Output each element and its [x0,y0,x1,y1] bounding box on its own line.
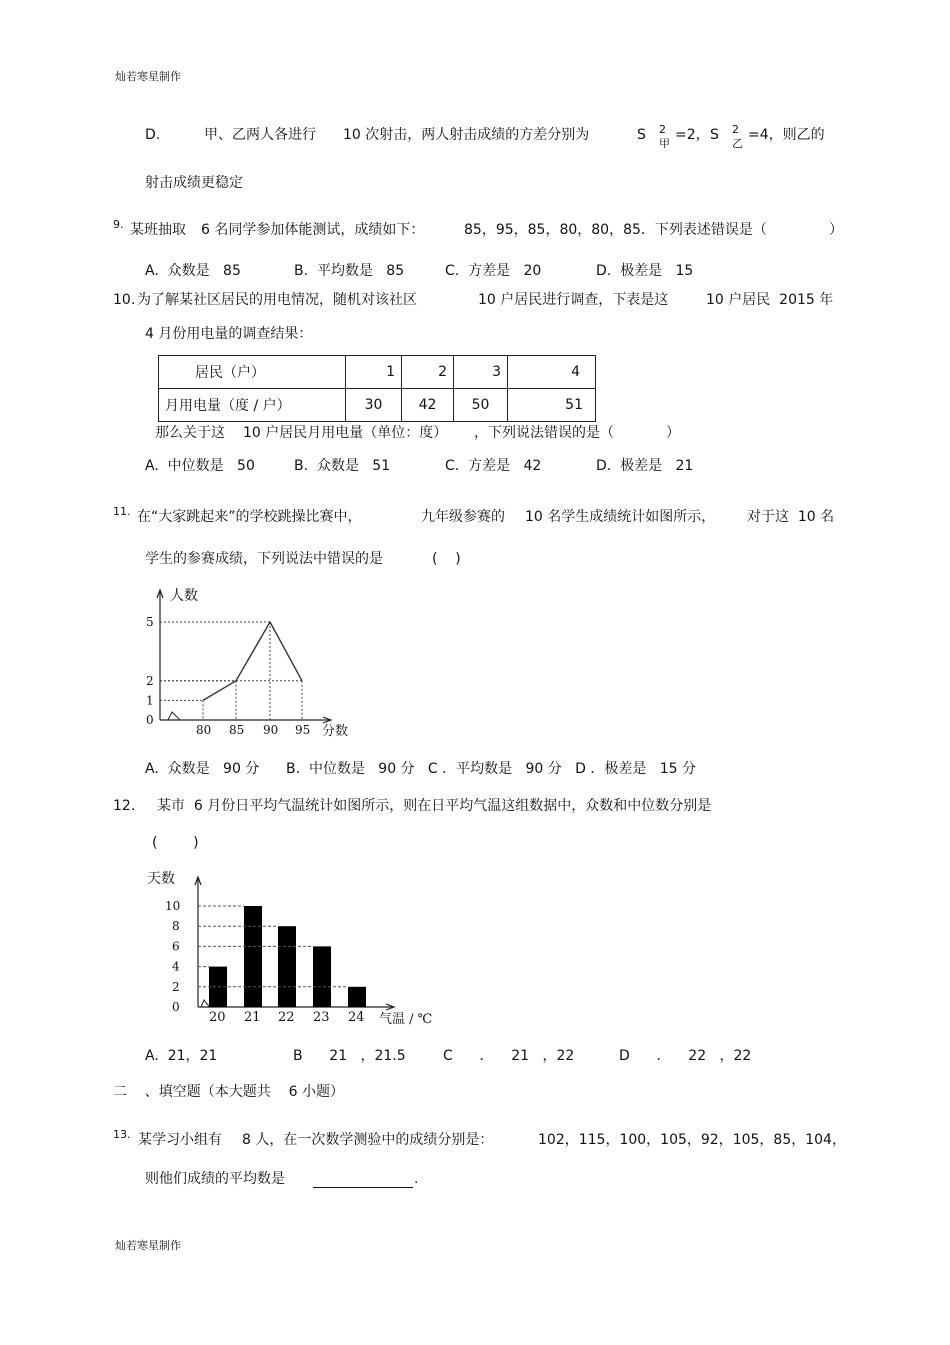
q13-number: 13. [113,1128,131,1141]
q10-text-b: 10 户居民进行调查，下表是这 [478,292,669,308]
variance-2-value: =4，则乙的 [748,127,825,143]
x-axis-label: 分数 [322,724,349,739]
variance-1-value: =2， [675,127,710,143]
q10-number: 10. [113,292,136,308]
q13-text-c: 102，115，100，105，92，105，85，104， [538,1132,846,1148]
table-cell: 4 [508,356,596,389]
y-tick-label: 10 [165,899,181,913]
q9-option-c: C. 方差是 20 [445,263,542,279]
variance-1-superscript: 2 [659,123,666,136]
q9-text-d: ） [829,222,843,238]
q10-option-c: C. 方差是 42 [445,458,542,474]
q13-text-a: 某学习小组有 [138,1132,222,1148]
table-cell: 51 [508,389,596,422]
y-tick-label: 5 [146,615,154,629]
bar [244,906,262,1007]
table-row [159,356,596,389]
q9-option-b: B. 平均数是 85 [294,263,405,279]
x-tick-label: 95 [295,723,311,737]
page-footer: 灿若寒星制作 [115,1239,181,1252]
q9-text-b: 6 名同学参加体能测试，成绩如下： [201,222,425,238]
q10-line2: 4 月份用电量的调查结果： [145,326,313,342]
q11-line2: 学生的参赛成绩，下列说法中错误的是 [145,551,383,567]
q8-option-d-line2: 射击成绩更稳定 [145,175,243,191]
q8-option-d-text-b: 10 次射击，两人射击成绩的方差分别为 [343,127,590,143]
q11-text-c: 10 名学生成绩统计如图所示， [525,509,716,525]
q11-options: A. 众数是 90 分 B. 中位数是 90 分 C ．平均数是 90 分 D ．极差是 15 分 [145,761,696,777]
x-axis-label: 气温 / ℃ [379,1012,433,1027]
q9-text-c: 85，95，85，80，80，85．下列表述错误是（ [464,222,767,238]
q11-text-b: 九年级参赛的 [421,509,505,525]
q12-option-d: D ． 22 ，22 [619,1048,752,1064]
q10-option-a: A. 中位数是 50 [145,458,255,474]
y-tick-label: 8 [172,919,180,934]
x-tick-label: 85 [229,723,245,737]
q11-text-a: 在“大家跳起来”的学校跳操比赛中， [137,509,362,525]
q9-option-a: A. 众数是 85 [145,263,241,279]
table-cell: 42 [402,389,454,422]
table-cell: 月用电量（度 / 户） [159,389,346,422]
y-axis-label: 天数 [147,871,175,887]
table-row [159,389,596,422]
q9-number: 9. [113,218,124,231]
table-cell: 1 [346,356,402,389]
temperature-bar-chart [135,865,455,1030]
x-tick-label: 20 [209,1010,226,1025]
q10-option-d: D. 极差是 21 [596,458,694,474]
q10-after-b: 10 户居民月用电量（单位：度） [243,425,448,441]
q12-text: 某市 6 月份日平均气温统计如图所示，则在日平均气温这组数据中，众数和中位数分别是 [157,798,712,814]
table-cell: 居民（户） [159,356,346,389]
x-tick-label: 90 [263,723,279,737]
y-tick-label: 4 [172,959,180,974]
q10-text-c: 10 户居民 2015 年 [706,292,834,308]
axis-break-mark [168,712,180,720]
x-tick-label: 24 [348,1010,365,1025]
y-axis-label: 人数 [170,588,198,604]
q9-option-d: D. 极差是 15 [596,263,694,279]
q8-option-d-text-a: 甲、乙两人各进行 [204,127,316,143]
table-cell: 2 [402,356,454,389]
data-line [203,622,302,700]
q10-after-c: ，下列说法错误的是（ [474,425,614,441]
q10-option-b: B. 众数是 51 [294,458,391,474]
x-tick-label: 21 [244,1010,261,1025]
x-tick-label: 22 [278,1010,295,1025]
q12-number: 12. [113,798,136,814]
q11-paren: ( ) [432,551,461,567]
variance-1-subscript: 甲 [659,137,670,150]
section-heading: 二 、填空题（本大题共 6 小题） [113,1084,344,1100]
answer-blank[interactable] [313,1186,413,1188]
variance-symbol-2: S [710,127,719,143]
variance-symbol-1: S [637,127,646,143]
y-tick-label: 0 [146,713,154,727]
q11-number: 11. [113,505,131,518]
q12-paren: ( ) [152,835,199,851]
q13-text-b: 8 人，在一次数学测验中的成绩分别是： [242,1132,494,1148]
table-cell: 3 [454,356,508,389]
y-tick-label: 0 [172,1000,180,1014]
bar [278,926,296,1007]
q10-text-a: 为了解某社区居民的用电情况，随机对该社区 [137,292,417,308]
y-tick-label: 6 [172,939,180,954]
electricity-table [158,355,596,422]
variance-2-superscript: 2 [732,123,739,136]
table-cell: 50 [454,389,508,422]
q11-text-d: 对于这 10 名 [747,509,835,525]
q13-end: . [414,1171,419,1187]
page-header: 灿若寒星制作 [115,70,181,83]
x-tick-label: 80 [196,723,212,737]
q12-option-c: C ． 21 ，22 [443,1048,575,1064]
y-tick-label: 2 [172,979,180,994]
score-line-chart [130,580,370,750]
variance-2-subscript: 乙 [732,137,743,150]
q10-after-a: 那么关于这 [155,425,225,441]
bar [313,946,331,1007]
y-tick-label: 2 [146,673,154,688]
bar [348,987,366,1007]
q10-after-d: ） [666,425,680,441]
q13-line2: 则他们成绩的平均数是 [145,1171,285,1187]
q12-option-b: B 21 ，21.5 [293,1048,406,1064]
axis-break-mark [201,1000,210,1007]
q9-text-a: 某班抽取 [130,222,186,238]
table-cell: 30 [346,389,402,422]
x-tick-label: 23 [313,1010,330,1025]
y-tick-label: 1 [146,693,154,708]
q8-option-d-label: D. [145,127,161,143]
q12-option-a: A. 21，21 [145,1048,218,1064]
